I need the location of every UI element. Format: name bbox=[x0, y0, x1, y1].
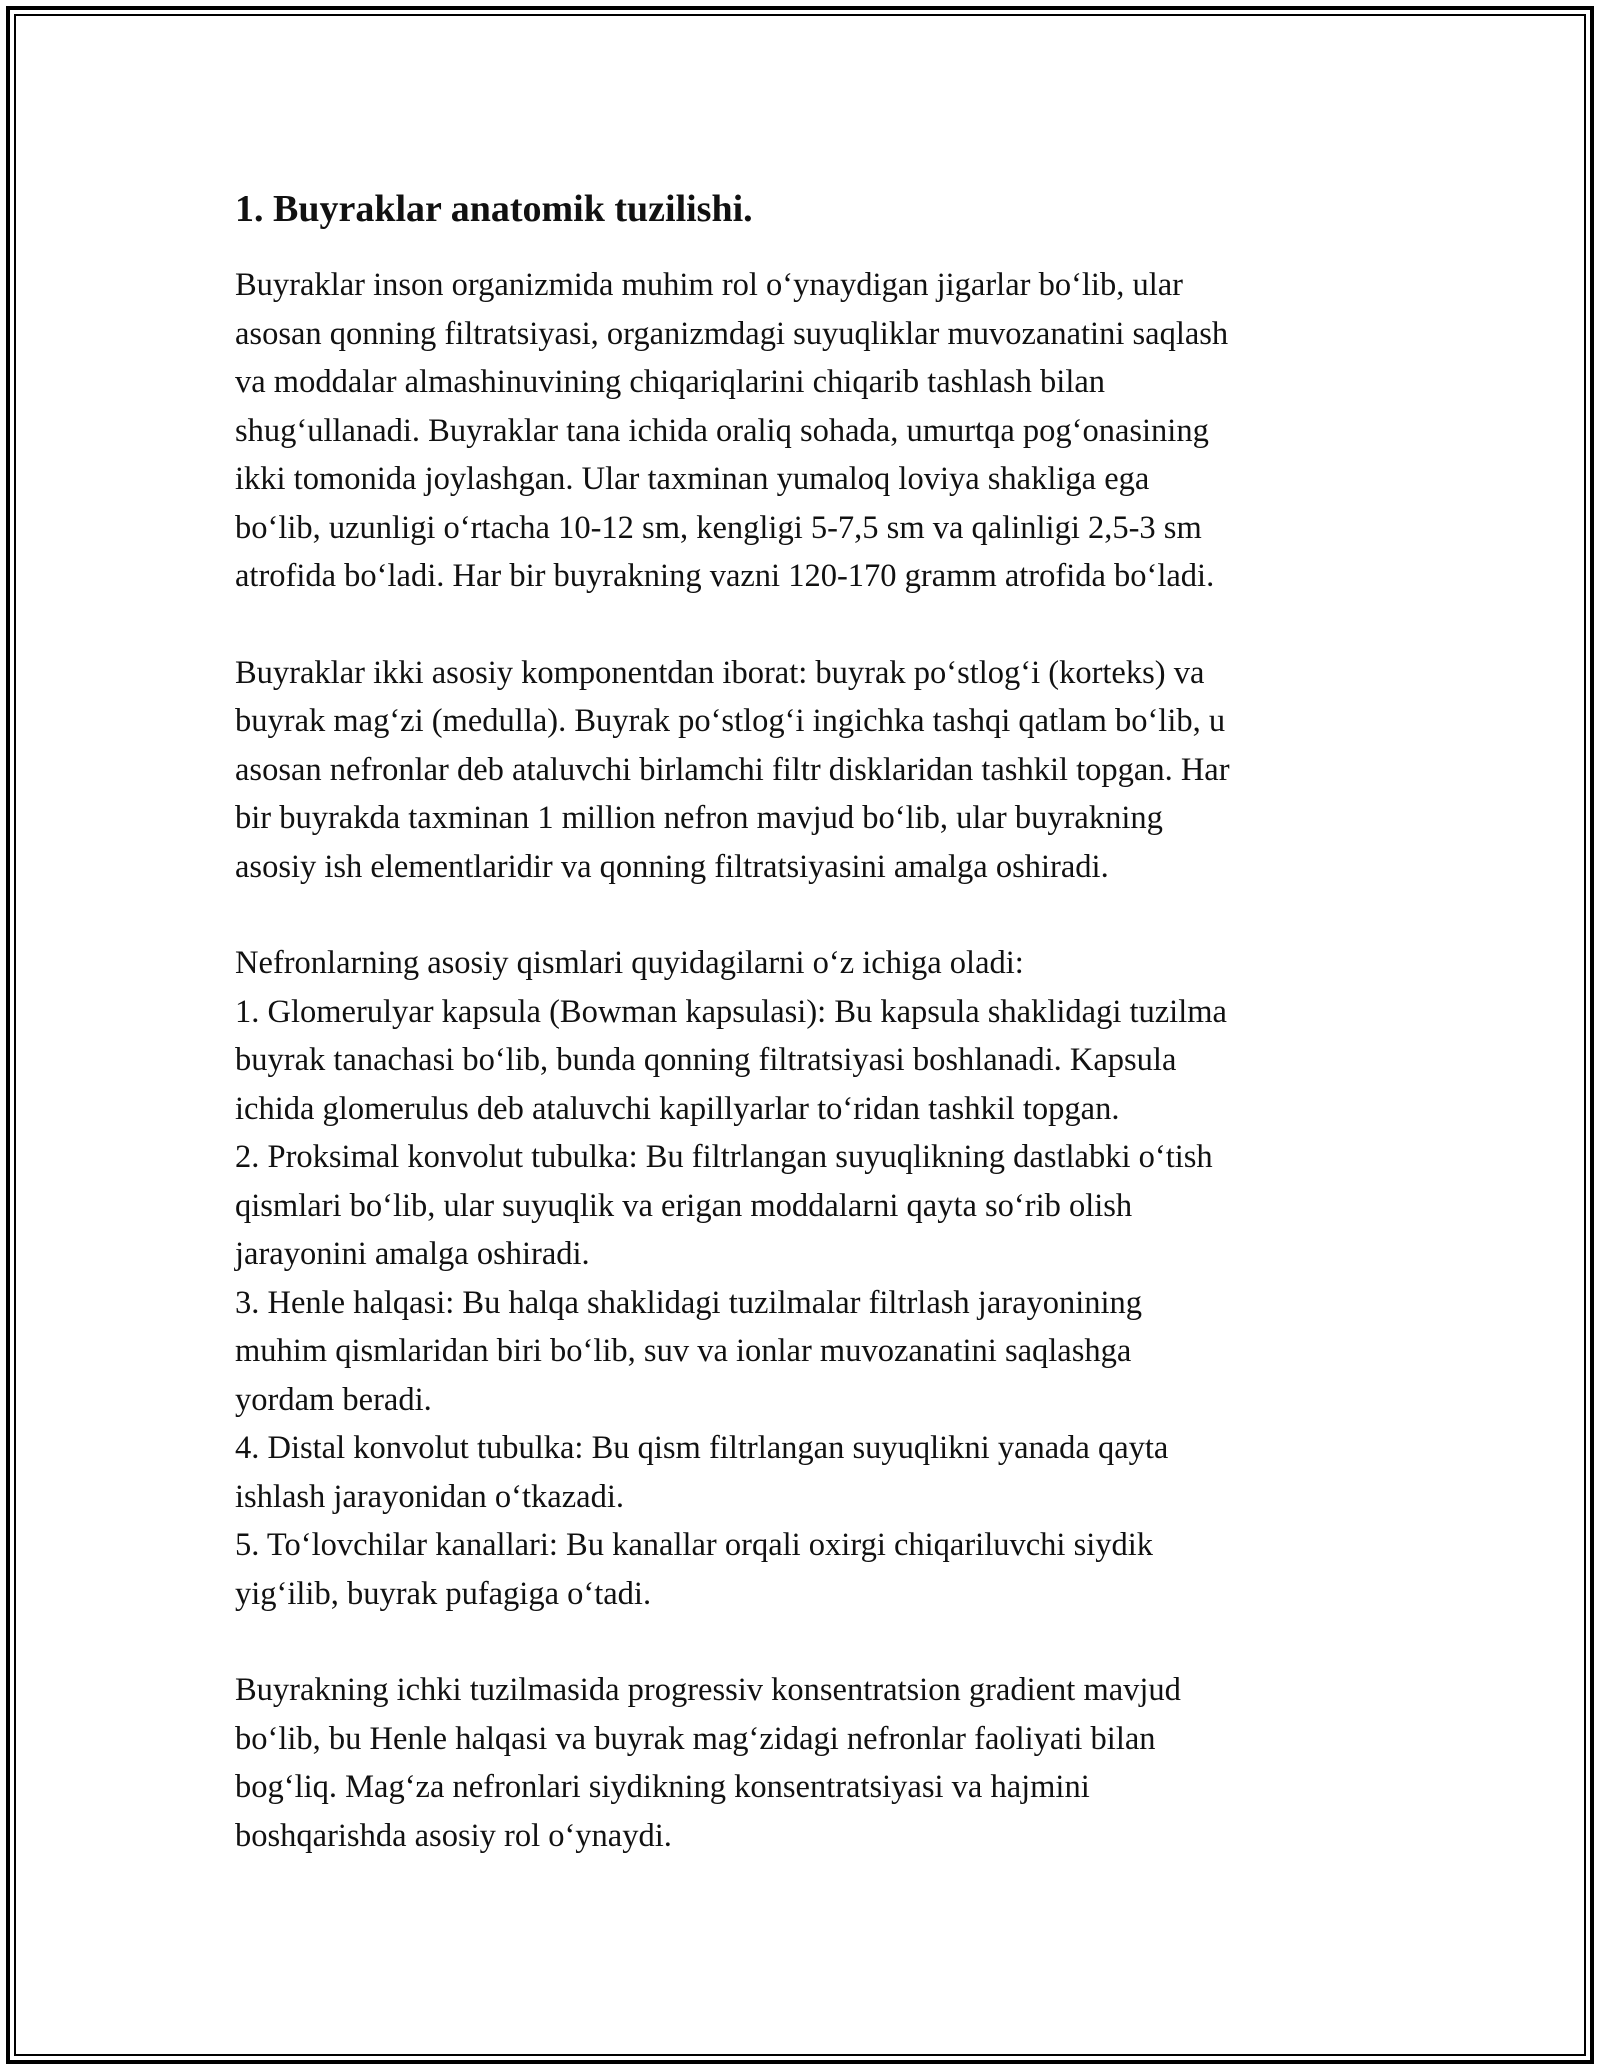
section-heading: 1. Buyraklar anatomik tuzilishi. bbox=[235, 188, 753, 230]
paragraph-components: Buyraklar ikki asosiy komponentdan iborat: buyrak po‘stlog‘i (korteks) va buyrak mag‘zi (medulla). Buyrak po‘stlog‘i ingichka tashqi qatlam bo‘lib, u asosan nefronlar deb ataluvchi birlamchi filtr disklaridan tashkil topgan. Har bir buyrakda taxminan 1 million nefron mavjud bo‘lib, ular buyrakning asosiy ish elementlaridir va qonning filtratsiyasini amalga oshiradi. bbox=[235, 654, 1230, 885]
list-item: 5. To‘lovchilar kanallari: Bu kanallar orqali oxirgi chiqariluvchi siydik yig‘ilib, buyrak pufagiga o‘tadi. bbox=[235, 1527, 1154, 1612]
paragraph-anatomy-overview: Buyraklar inson organizmida muhim rol o‘ynaydigan jigarlar bo‘lib, ular asosan qonning filtratsiyasi, organizmdagi suyuqliklar muvozanatini saqlash va moddalar almashinuvining chiqariqlarini chiqarib tashlash bilan shug‘ullanadi. Buyraklar tana ichida oraliq sohada, umurtqa pog‘onasining ikki tomonida joylashgan. Ular taxminan yumaloq loviya shakliga ega bo‘lib, uzunligi o‘rtacha 10-12 sm, kengligi 5-7,5 sm va qalinligi 2,5-3 sm atrofida bo‘ladi. Har bir buyrakning vazni 120-170 gramm atrofida bo‘ladi. bbox=[235, 267, 1229, 594]
list-item: 1. Glomerulyar kapsula (Bowman kapsulasi): Bu kapsula shaklidagi tuzilma buyrak tanachasi bo‘lib, bunda qonning filtratsiyasi boshlanadi. Kapsula ichida glomerulus deb ataluvchi kapillyarlar to‘ridan tashkil topgan. bbox=[235, 993, 1227, 1127]
list-item: 3. Henle halqasi: Bu halqa shaklidagi tuzilmalar filtrlash jarayonining muhim qismlaridan biri bo‘lib, suv va ionlar muvozanatini saqlashga yordam beradi. bbox=[235, 1284, 1143, 1418]
document-body bbox=[235, 185, 1365, 1908]
list-item: 2. Proksimal konvolut tubulka: Bu filtrlangan suyuqlikning dastlabki o‘tish qismlari bo‘lib, ular suyuqlik va erigan moddalarni qayta so‘rib olish jarayonini amalga oshiradi. bbox=[235, 1139, 1213, 1272]
list-item: 4. Distal konvolut tubulka: Bu qism filtrlangan suyuqlikni yanada qayta ishlash jarayonidan o‘tkazadi. bbox=[235, 1430, 1169, 1515]
list-intro: Nefronlarning asosiy qismlari quyidagilarni o‘z ichiga oladi: bbox=[235, 945, 1024, 981]
paragraph-concentration-gradient: Buyrakning ichki tuzilmasida progressiv konsentratsion gradient mavjud bo‘lib, bu Henle halqasi va buyrak mag‘zidagi nefronlar faoliyati bilan bog‘liq. Mag‘za nefronlari siydikning konsentratsiyasi va hajmini boshqarishda asosiy rol o‘ynaydi. bbox=[235, 1672, 1181, 1854]
nephron-parts-list bbox=[235, 939, 1365, 1618]
